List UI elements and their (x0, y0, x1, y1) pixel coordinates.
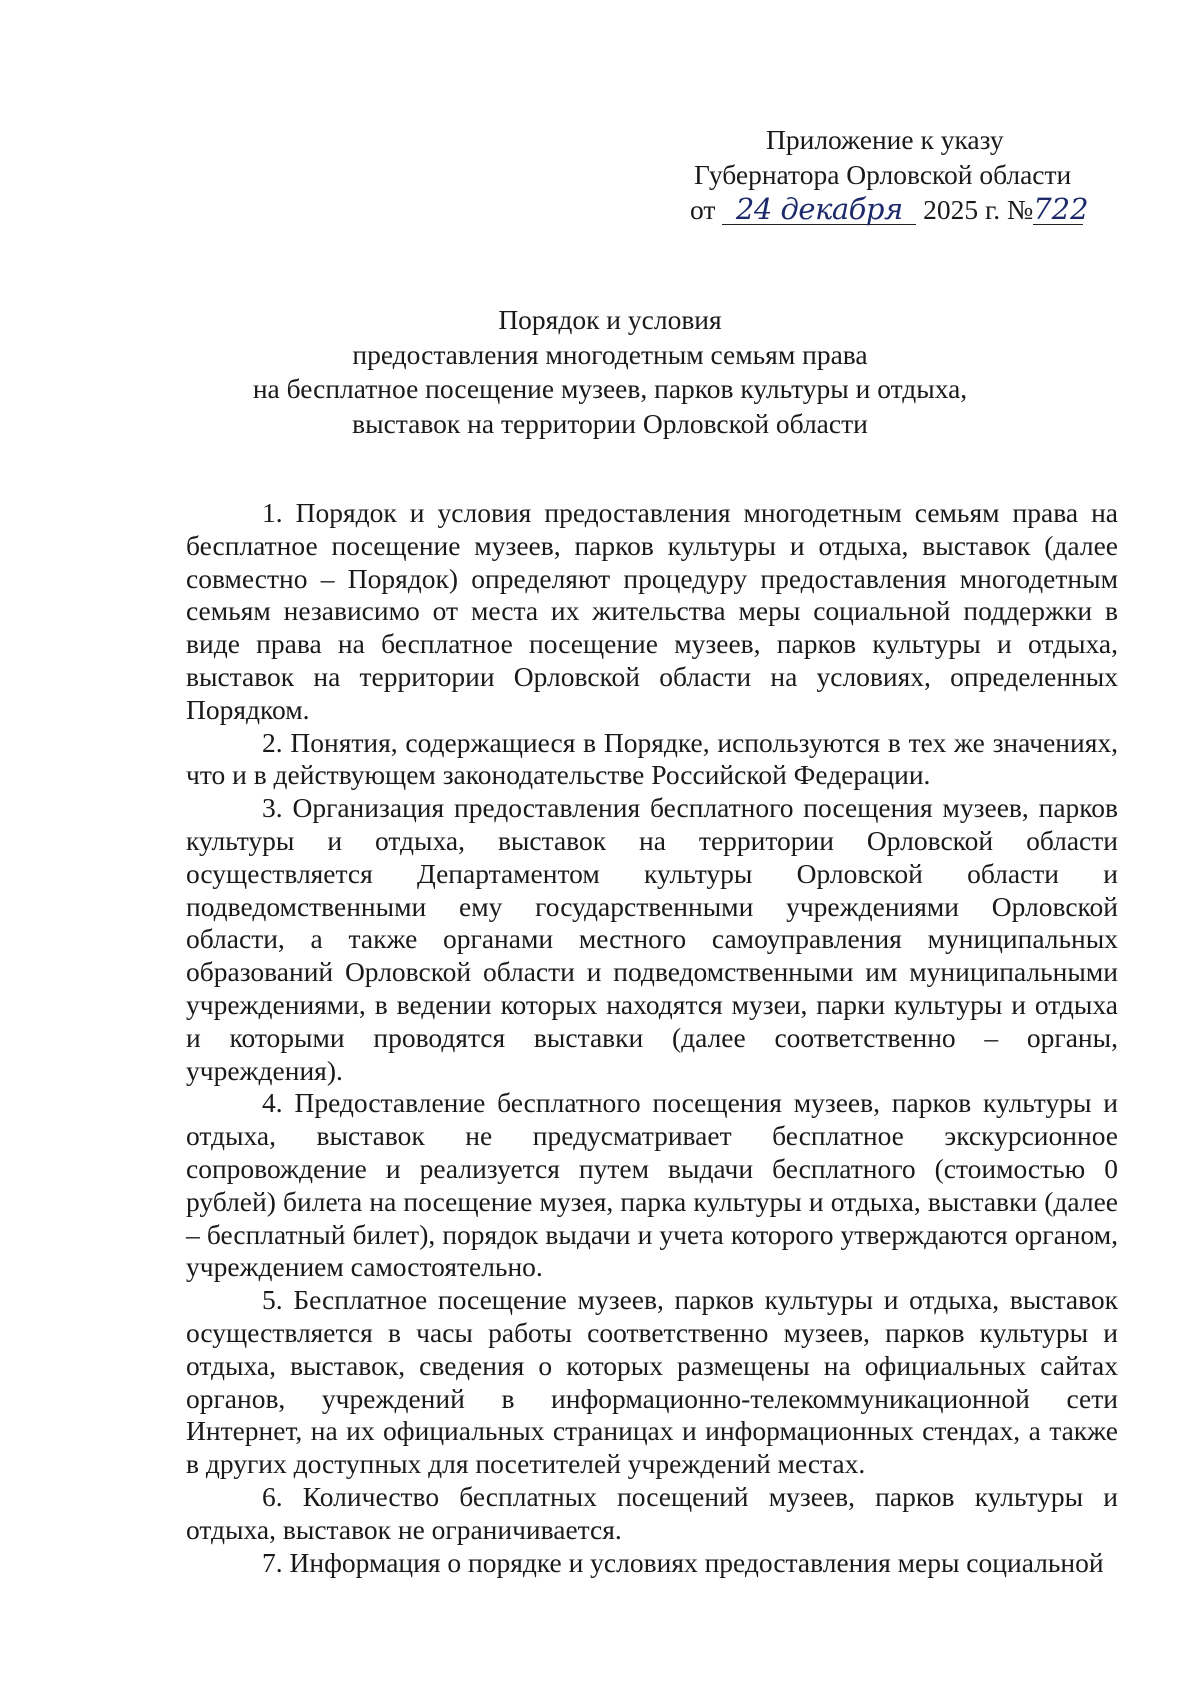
paragraph-6: 6. Количество бесплатных посещений музеев, парков культуры и отдыха, выставок не ограничивается. (186, 1480, 1118, 1545)
handwritten-number: 722 (1033, 192, 1089, 226)
document-title (160, 303, 1060, 441)
title-line-4: выставок на территории Орловской области (352, 407, 868, 439)
appendix-reference (688, 122, 1128, 227)
paragraph-3: 3. Организация предоставления бесплатного посещения музеев, парков культуры и отдыха, выставок на территории Орловской области осуществляется Департаментом культуры Орловской области и подведомственными ему государственными учреждениями Орловской области, а также органами местного самоуправления муниципальных образований Орловской области и подведомственными им муниципальными учреждениями, в ведении которых находятся музеи, парки культуры и отдыха и которыми проводятся выставки (далее соответственно – органы, учреждения). (186, 792, 1118, 1086)
appendix-year: 2025 г. № (923, 194, 1034, 225)
appendix-line-2: Губернатора Орловской области (694, 159, 1072, 190)
document-body (186, 497, 1118, 1579)
title-line-3: на бесплатное посещение музеев, парков культуры и отдыха, (252, 373, 968, 404)
paragraph-7: 7. Информация о порядке и условиях предоставления меры социальной (262, 1546, 1104, 1578)
title-line-1: Порядок и условия (498, 304, 722, 335)
appendix-line-3 (688, 192, 1128, 227)
title-line-2: предоставления многодетным семьям права (352, 338, 868, 370)
paragraph-1: 1. Порядок и условия предоставления многодетным семьям права на бесплатное посещение музеев, парков культуры и отдыха, выставок (далее совместно – Порядок) определяют процедуру предоставления многодетным семьям независимо от места их жительства меры социальной поддержки в виде права на бесплатное посещение музеев, парков культуры и отдыха, выставок на территории Орловской области на условиях, определенных Порядком. (186, 497, 1118, 725)
paragraph-5: 5. Бесплатное посещение музеев, парков культуры и отдыха, выставок осуществляется в часы работы соответственно музеев, парков культуры и отдыха, выставок, сведения о которых размещены на официальных сайтах органов, учреждений в информационно-телекоммуникационной сети Интернет, на их официальных страницах и информационных стендах, а также в других доступных для посетителей учреждений местах. (186, 1284, 1118, 1480)
appendix-line-1: Приложение к указу (766, 124, 1004, 155)
handwritten-date: 24 декабря (722, 194, 916, 225)
paragraph-2: 2. Понятия, содержащиеся в Порядке, используются в тех же значениях, что и в действующем законодательстве Российской Федерации. (186, 726, 1118, 791)
paragraph-4: 4. Предоставление бесплатного посещения музеев, парков культуры и отдыха, выставок не предусматривает бесплатное экскурсионное сопровождение и реализуется путем выдачи бесплатного (стоимостью 0 рублей) билета на посещение музея, парка культуры и отдыха, выставки (далее – бесплатный билет), порядок выдачи и учета которого утверждаются органом, учреждением самостоятельно. (186, 1087, 1118, 1283)
appendix-prefix: от (690, 194, 716, 225)
